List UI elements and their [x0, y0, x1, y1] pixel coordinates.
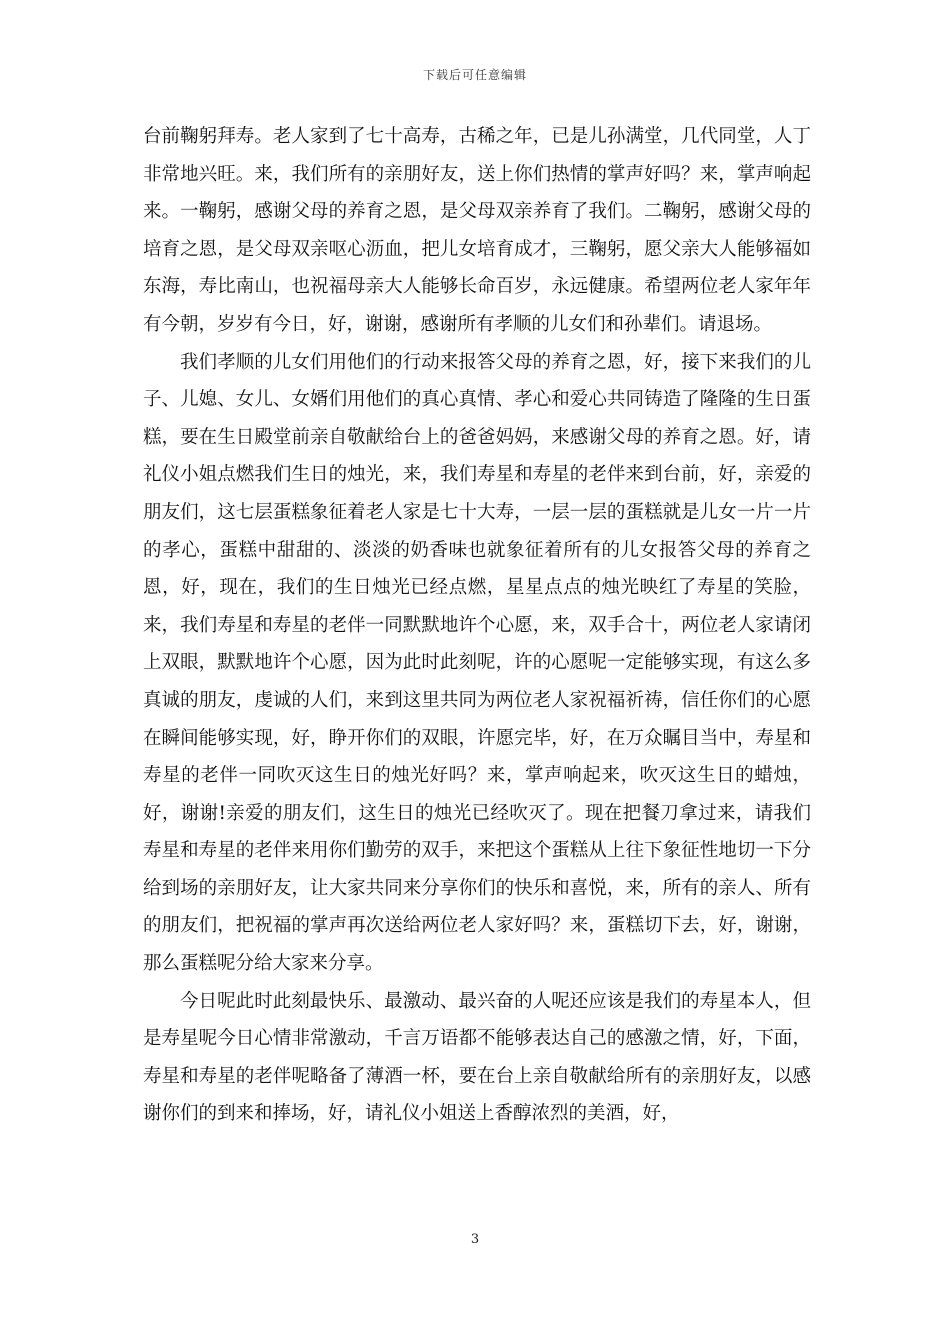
- document-body: [143, 118, 811, 1133]
- page-header: 下载后可任意编辑: [422, 68, 527, 82]
- paragraph-2: 我们孝顺的儿女们用他们的行动来报答父母的养育之恩，好，接下来我们的儿子、儿媳、女儿、女婿们用他们的真心真情、孝心和爱心共同铸造了隆隆的生日蛋糕，要在生日殿堂前亲自敬献给台上的爸爸妈妈，来感谢父母的养育之恩。好，请礼仪小姐点燃我们生日的烛光，来，我们寿星和寿星的老伴来到台前，好，亲爱的朋友们，这七层蛋糕象征着老人家是七十大寿，一层一层的蛋糕就是儿女一片一片的孝心，蛋糕中甜甜的、淡淡的奶香味也就象征着所有的儿女报答父母的养育之恩，好，现在，我们的生日烛光已经点燃，星星点点的烛光映红了寿星的笑脸，来，我们寿星和寿星的老伴一同默默地许个心愿，来，双手合十，两位老人家请闭上双眼，默默地许个心愿，因为此时此刻呢，许的心愿呢一定能够实现，有这么多真诚的朋友，虔诚的人们，来到这里共同为两位老人家祝福祈祷，信任你们的心愿在瞬间能够实现，好，睁开你们的双眼，许愿完毕，好，在万众瞩目当中，寿星和寿星的老伴一同吹灭这生日的烛光好吗？来，掌声响起来，吹灭这生日的蜡烛，好，谢谢!亲爱的朋友们，这生日的烛光已经吹灭了。现在把餐刀拿过来，请我们寿星和寿星的老伴来用你们勤劳的双手，来把这个蛋糕从上往下象征性地切一下分给到场的亲朋好友，让大家共同来分享你们的快乐和喜悦，来，所有的亲人、所有的朋友们，把祝福的掌声再次送给两位老人家好吗？来，蛋糕切下去，好，谢谢，那么蛋糕呢分给大家来分享。: [143, 351, 811, 975]
- paragraph-3: 今日呢此时此刻最快乐、最激动、最兴奋的人呢还应该是我们的寿星本人，但是寿星呢今日心情非常激动，千言万语都不能够表达自己的感激之情，好，下面，寿星和寿星的老伴呢略备了薄酒一杯，要在台上亲自敬献给所有的亲朋好友，以感谢你们的到来和捧场，好，请礼仪小姐送上香醇浓烈的美酒，好，: [143, 990, 811, 1125]
- page-number: 3: [470, 1232, 480, 1247]
- paragraph-1: 台前鞠躬拜寿。老人家到了七十高寿，古稀之年，已是儿孙满堂，几代同堂，人丁非常地兴旺。来，我们所有的亲朋好友，送上你们热情的掌声好吗？来，掌声响起来。一鞠躬，感谢父母的养育之恩，是父母双亲养育了我们。二鞠躬，感谢父母的培育之恩，是父母双亲呕心沥血，把儿女培育成才，三鞠躬，愿父亲大人能够福如东海，寿比南山，也祝福母亲大人能够长命百岁，永远健康。希望两位老人家年年有今朝，岁岁有今日，好，谢谢，感谢所有孝顺的儿女们和孙辈们。请退场。: [143, 126, 811, 335]
